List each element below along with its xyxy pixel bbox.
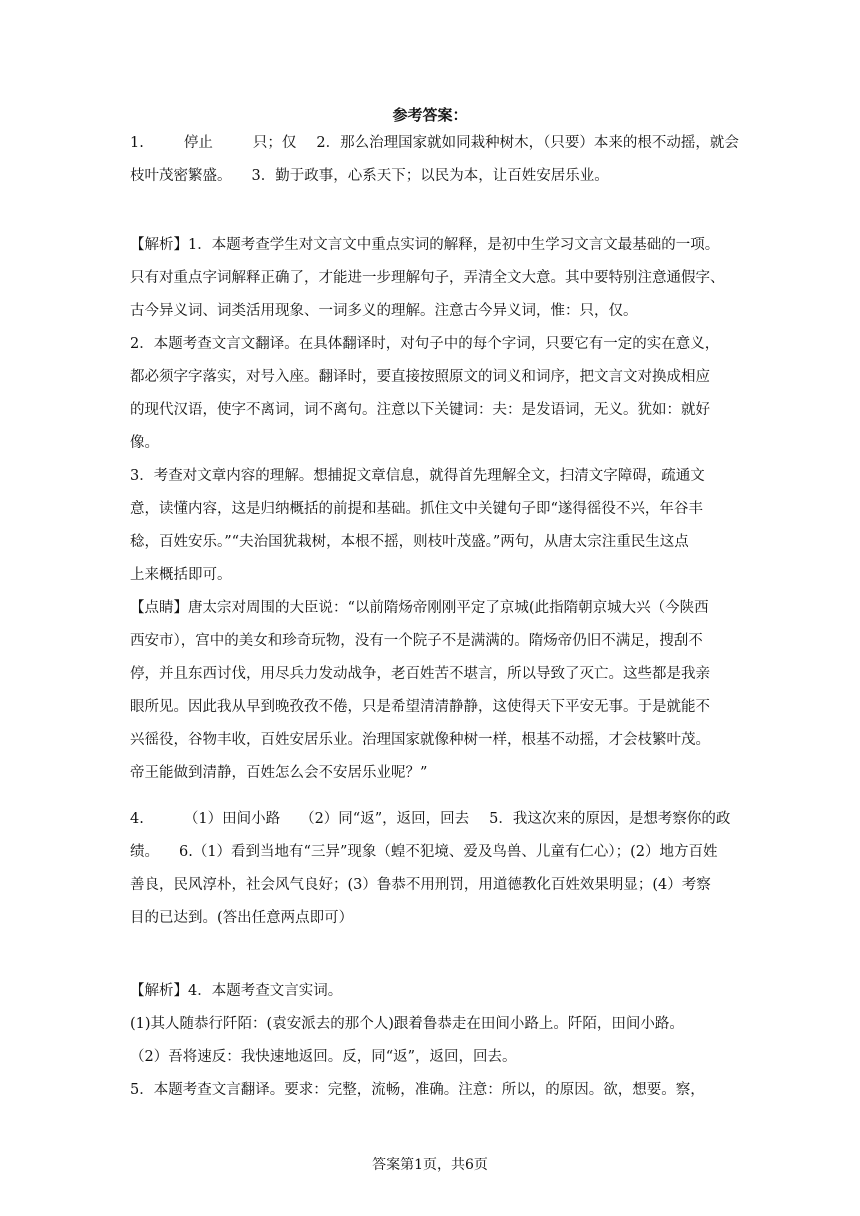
answer-block-2 <box>130 803 730 935</box>
text-line: 西安市），宫中的美女和珍奇玩物，没有一个院子不是满满的。隋炀帝仍旧不满足，搜刮不 <box>130 633 703 649</box>
text-line: 古今异义词、词类活用现象、一词多义的理解。注意古今异义词，惟：只，仅。 <box>130 303 638 319</box>
text-line: 上来概括即可。 <box>130 567 232 583</box>
text-line: 像。 <box>130 435 159 451</box>
text-line: 2．本题考查文言文翻译。在具体翻译时，对句子中的每个字词，只要它有一定的实在意义， <box>130 336 720 352</box>
text-line: 目的已达到。(答出任意两点即可） <box>130 910 354 926</box>
text-line: 【点睛】唐太宗对周围的大臣说：“以前隋炀帝刚刚平定了京城(此指隋朝京城大兴（今陕西 <box>130 600 709 616</box>
text-line: 5．本题考查文言翻译。要求：完整，流畅，准确。注意：所以，的原因。欲，想要。察， <box>130 1082 705 1098</box>
text-line: 停，并且东西讨伐，用尽兵力发动战争，老百姓苦不堪言，所以导致了灭亡。这些都是我亲 <box>130 666 710 682</box>
text-line: (1)其人随恭行阡陌：(袁安派去的那个人)跟着鲁恭走在田间小路上。阡陌，田间小路。 <box>130 1016 684 1032</box>
text-line: 枝叶茂密繁盛。 3．勤于政事，心系天下；以民为本，让百姓安居乐业。 <box>130 168 609 184</box>
text-line: 兴徭役，谷物丰收，百姓安居乐业。治理国家就像种树一样，根基不动摇，才会枝繁叶茂。 <box>130 732 710 748</box>
text-line: 眼所见。因此我从早到晚孜孜不倦，只是希望清清静静，这使得天下平安无事。于是就能不 <box>130 699 710 715</box>
text-line: 【解析】4．本题考查文言实词。 <box>130 983 343 999</box>
text-line: 帝王能做到清静，百姓怎么会不安居乐业呢？” <box>130 765 428 781</box>
page-footer: 答案第1页，共6页 <box>372 1157 488 1173</box>
page-title: 参考答案： <box>392 106 468 124</box>
text-line: 4. （1）田间小路 （2）同“返”，返回，回去 5．我这次来的原因，是想考察你的政 <box>130 811 731 827</box>
text-line: 的现代汉语，使字不离词，词不离句。注意以下关键词：夫：是发语词，无义。犹如：就好 <box>130 402 710 418</box>
answer-block-1 <box>130 127 739 193</box>
analysis-block-1 <box>130 229 730 790</box>
text-line: 只有对重点字词解释正确了，才能进一步理解句子，弄清全文大意。其中要特别注意通假字、 <box>130 270 725 286</box>
text-line: 善良，民风淳朴，社会风气良好；(3）鲁恭不用刑罚，用道德教化百姓效果明显；(4）考察 <box>130 877 711 893</box>
analysis-block-2 <box>130 975 730 1107</box>
text-line: 绩。 6.（1）看到当地有“三异”现象（蝗不犯境、爱及鸟兽、儿童有仁心）；(2）地方百姓 <box>130 844 718 860</box>
text-line: 稔，百姓安乐。”“夫治国犹栽树，本根不摇，则枝叶茂盛。”两句，从唐太宗注重民生这点 <box>130 534 689 550</box>
text-line: 3．考查对文章内容的理解。想捕捉文章信息，就得首先理解全文，扫清文字障碍，疏通文 <box>130 468 705 484</box>
text-line: 都必须字字落实，对号入座。翻译时，要直接按照原文的词义和词序，把文言文对换成相应 <box>130 369 710 385</box>
text-line: （2）吾将速反：我快速地返回。反，同“返”，返回，回去。 <box>130 1049 517 1065</box>
text-line: 【解析】1．本题考查学生对文言文中重点实词的解释，是初中生学习文言文最基础的一项。 <box>130 237 720 253</box>
text-line: 意，读懂内容，这是归纳概括的前提和基础。抓住文中关键句子即“遂得徭役不兴，年谷丰 <box>130 501 703 517</box>
text-line: 1. 停止 只；仅 2．那么治理国家就如同栽种树木，（只要）本来的根不动摇，就会 <box>130 135 739 151</box>
